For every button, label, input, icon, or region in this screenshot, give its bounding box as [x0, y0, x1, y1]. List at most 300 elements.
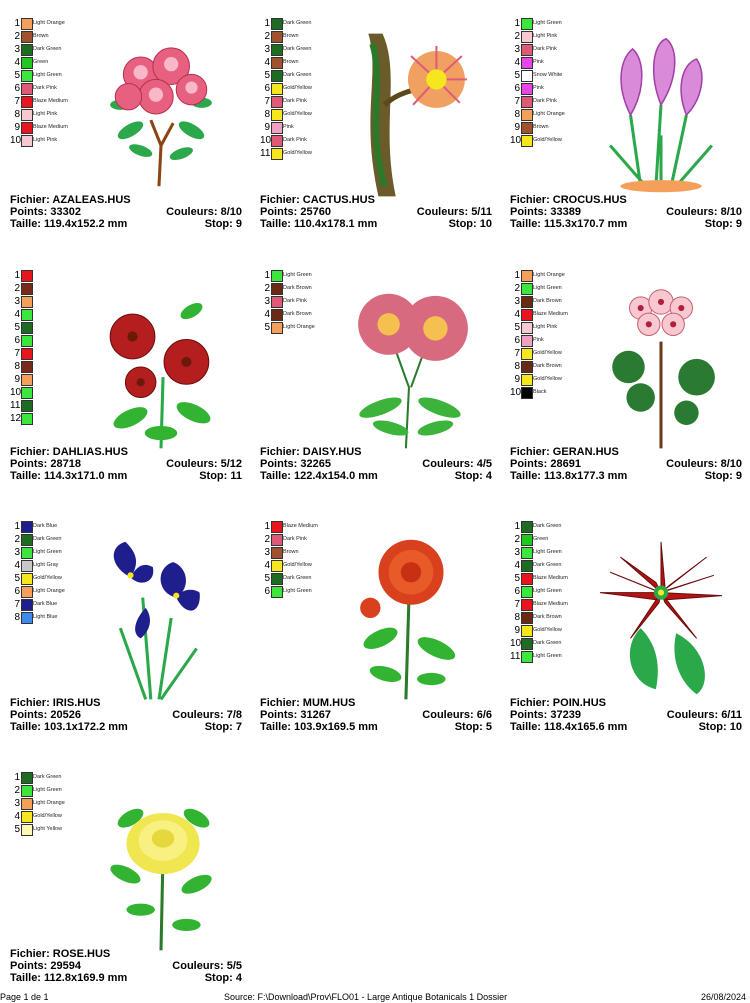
color-swatch-row	[10, 798, 110, 811]
points-label: Points:	[260, 206, 298, 218]
color-swatch-row	[10, 612, 110, 625]
color-swatch	[521, 638, 533, 650]
color-name: Brown	[33, 33, 49, 39]
color-swatch-row	[10, 586, 110, 599]
color-index: 6	[264, 586, 270, 597]
points-value: 29594	[50, 960, 81, 972]
colors-value: 5/5	[226, 960, 242, 972]
color-index: 10	[10, 387, 22, 398]
color-index: 9	[264, 122, 270, 133]
color-index: 5	[264, 573, 270, 584]
color-swatch-row	[10, 824, 110, 837]
color-index: 2	[514, 534, 520, 545]
color-index: 3	[264, 296, 270, 307]
points-label: Points:	[10, 960, 48, 972]
colors-label: Couleurs:	[666, 709, 719, 721]
color-name: Dark Brown	[283, 285, 312, 291]
page-number: Page 1 de 1	[0, 992, 49, 1002]
color-swatch	[521, 560, 533, 572]
stop-value: 4	[235, 972, 242, 984]
color-name: Light Orange	[283, 324, 315, 330]
color-swatch	[521, 122, 533, 134]
file-name: MUM.HUS	[302, 697, 356, 709]
color-swatch-row	[260, 83, 360, 96]
color-swatch-row	[510, 560, 610, 573]
color-swatch-row	[10, 270, 110, 283]
color-name: Blaze Medium	[533, 575, 568, 581]
color-name: Blaze Medium	[533, 601, 568, 607]
color-name: Light Green	[283, 272, 312, 278]
stop-value: 4	[485, 470, 492, 482]
stop-value: 10	[729, 721, 742, 733]
color-swatch	[271, 109, 283, 121]
color-index: 1	[14, 772, 20, 783]
color-swatch	[21, 374, 33, 386]
color-swatch-row	[10, 296, 110, 309]
color-index: 2	[14, 785, 20, 796]
stop-value: 10	[479, 218, 492, 230]
stop-value: 7	[235, 721, 242, 733]
color-swatch	[21, 270, 33, 282]
color-name: Light Orange	[33, 800, 65, 806]
color-name: Pink	[283, 124, 294, 130]
color-index: 3	[514, 547, 520, 558]
color-index: 5	[514, 573, 520, 584]
color-swatch	[521, 135, 533, 147]
color-swatch-row	[510, 18, 610, 31]
color-swatch-row	[10, 57, 110, 70]
color-swatch-row	[10, 348, 110, 361]
points-label: Points:	[260, 458, 298, 470]
color-name: Light Green	[33, 787, 62, 793]
stop-label: Stop:	[454, 721, 483, 733]
design-info	[510, 697, 742, 733]
size-label: Taille:	[10, 218, 41, 230]
colors-label: Couleurs:	[422, 458, 474, 470]
color-name: Pink	[533, 337, 544, 343]
color-name: Dark Green	[533, 640, 562, 646]
color-swatch	[21, 70, 33, 82]
color-index: 2	[514, 283, 520, 294]
design-info	[260, 446, 492, 482]
color-swatch	[271, 148, 283, 160]
color-swatch	[21, 322, 33, 334]
color-swatch-row	[260, 18, 360, 31]
color-swatch-row	[260, 547, 360, 560]
color-swatch-row	[10, 811, 110, 824]
color-swatch	[21, 296, 33, 308]
color-swatch	[21, 534, 33, 546]
color-swatch	[271, 70, 283, 82]
color-name: Dark Pink	[33, 85, 57, 91]
design-info	[10, 948, 242, 984]
color-index: 8	[264, 109, 270, 120]
color-swatch-row	[510, 322, 610, 335]
points-value: 31267	[300, 709, 331, 721]
colors-value: 5/11	[471, 206, 492, 218]
color-name: Pink	[533, 85, 544, 91]
color-index: 5	[514, 70, 520, 81]
color-swatch	[521, 586, 533, 598]
color-name: Light Green	[33, 72, 62, 78]
color-swatch	[21, 109, 33, 121]
size-label: Taille:	[510, 470, 541, 482]
design-card	[10, 270, 242, 496]
size-value: 113.8x177.3 mm	[544, 470, 628, 482]
color-swatch	[271, 83, 283, 95]
color-index: 4	[514, 309, 520, 320]
points-label: Points:	[260, 709, 298, 721]
color-swatch-row	[260, 44, 360, 57]
file-label: Fichier:	[10, 194, 50, 206]
points-value: 28718	[50, 458, 81, 470]
geranium-embroidery-image	[600, 284, 722, 450]
color-name: Dark Brown	[283, 311, 312, 317]
color-index: 8	[14, 612, 20, 623]
color-swatch-row	[10, 96, 110, 109]
color-name: Brown	[283, 549, 299, 555]
file-label: Fichier:	[510, 194, 550, 206]
color-swatch-row	[10, 772, 110, 785]
color-index: 5	[264, 322, 270, 333]
color-swatch	[271, 296, 283, 308]
color-name: Green	[33, 59, 49, 65]
color-index: 1	[14, 18, 20, 29]
color-name: Gold/Yellow	[283, 150, 312, 156]
color-name: Gold/Yellow	[533, 350, 562, 356]
color-swatch	[21, 135, 33, 147]
color-index: 9	[514, 374, 520, 385]
size-label: Taille:	[260, 218, 291, 230]
color-index: 4	[14, 811, 20, 822]
color-swatch-row	[260, 586, 360, 599]
color-swatch	[521, 96, 533, 108]
color-swatch	[21, 44, 33, 56]
color-swatch	[271, 283, 283, 295]
color-swatch-row	[510, 625, 610, 638]
color-index: 5	[14, 824, 20, 835]
points-value: 33389	[550, 206, 581, 218]
color-name: Dark Pink	[283, 137, 307, 143]
color-index: 4	[14, 560, 20, 571]
stop-value: 11	[230, 470, 242, 482]
colors-label: Couleurs:	[416, 206, 469, 218]
color-name: Light Orange	[33, 588, 65, 594]
color-swatch-row	[510, 296, 610, 309]
color-index: 3	[14, 44, 20, 55]
color-swatch-row	[510, 70, 610, 83]
color-name: Blaze Medium	[533, 311, 568, 317]
color-swatch	[271, 122, 283, 134]
color-index: 7	[514, 96, 520, 107]
color-swatch-row	[10, 83, 110, 96]
color-name: Light Yellow	[33, 826, 63, 832]
stop-label: Stop:	[204, 972, 233, 984]
color-swatch-row	[10, 547, 110, 560]
color-name: Brown	[283, 33, 299, 39]
color-swatch	[271, 322, 283, 334]
color-index: 2	[14, 283, 20, 294]
color-index: 9	[514, 625, 520, 636]
color-name: Dark Brown	[533, 614, 562, 620]
colors-label: Couleurs:	[422, 709, 474, 721]
color-index: 9	[14, 122, 20, 133]
color-swatch	[21, 122, 33, 134]
color-index: 7	[514, 348, 520, 359]
design-info	[510, 446, 742, 482]
color-swatch-row	[510, 83, 610, 96]
colors-value: 5/12	[220, 458, 242, 470]
color-name: Dark Green	[533, 562, 562, 568]
file-label: Fichier:	[10, 446, 50, 458]
color-index: 6	[514, 586, 520, 597]
stop-value: 9	[735, 218, 742, 230]
stop-label: Stop:	[199, 470, 228, 482]
points-value: 33302	[50, 206, 81, 218]
design-card	[10, 18, 242, 244]
color-swatch-row	[10, 322, 110, 335]
file-label: Fichier:	[260, 697, 300, 709]
color-swatch-row	[260, 296, 360, 309]
design-card	[260, 18, 492, 244]
color-swatch	[21, 521, 33, 533]
points-label: Points:	[510, 709, 548, 721]
color-swatch	[521, 335, 533, 347]
color-index: 6	[514, 335, 520, 346]
colors-label: Couleurs:	[166, 458, 218, 470]
colors-value: 6/11	[721, 709, 742, 721]
color-swatch-row	[260, 31, 360, 44]
color-swatch	[521, 651, 533, 663]
color-swatch	[521, 374, 533, 386]
color-swatch-row	[510, 374, 610, 387]
color-swatch	[521, 612, 533, 624]
color-index: 8	[514, 109, 520, 120]
color-name: Dark Green	[33, 536, 62, 542]
colors-value: 8/10	[720, 206, 742, 218]
design-info	[10, 194, 242, 230]
color-name: Gold/Yellow	[283, 111, 312, 117]
color-name: Gold/Yellow	[33, 813, 62, 819]
color-name: Pink	[533, 59, 544, 65]
color-name: Light Pink	[33, 137, 58, 143]
color-name: Dark Brown	[533, 363, 562, 369]
color-swatch	[271, 534, 283, 546]
color-swatch-row	[10, 534, 110, 547]
color-swatch	[21, 824, 33, 836]
color-name: Dark Green	[533, 523, 562, 529]
color-swatch-row	[10, 361, 110, 374]
color-swatch-row	[260, 70, 360, 83]
color-index: 10	[510, 638, 522, 649]
color-index: 1	[264, 521, 270, 532]
file-label: Fichier:	[10, 948, 50, 960]
points-value: 20526	[50, 709, 81, 721]
color-name: Light Blue	[33, 614, 58, 620]
color-index: 3	[14, 798, 20, 809]
color-swatch-row	[10, 135, 110, 148]
color-index: 10	[510, 135, 522, 146]
color-index: 8	[514, 361, 520, 372]
file-name: IRIS.HUS	[52, 697, 101, 709]
color-index: 4	[264, 560, 270, 571]
color-swatch	[271, 573, 283, 585]
color-swatch	[521, 573, 533, 585]
color-swatch-row	[260, 270, 360, 283]
color-swatch	[21, 547, 33, 559]
color-index: 6	[514, 83, 520, 94]
color-swatch	[21, 772, 33, 784]
color-swatch-row	[260, 322, 360, 335]
mum-embroidery-image	[350, 535, 472, 701]
design-card	[260, 270, 492, 496]
color-swatch-row	[510, 361, 610, 374]
color-swatch	[521, 270, 533, 282]
color-swatch-row	[510, 534, 610, 547]
points-label: Points:	[10, 709, 48, 721]
crocus-embroidery-image	[600, 32, 722, 198]
color-index: 2	[264, 31, 270, 42]
color-swatch	[271, 521, 283, 533]
color-swatch	[271, 560, 283, 572]
design-card	[510, 270, 742, 496]
color-swatch	[271, 309, 283, 321]
color-swatch-row	[260, 560, 360, 573]
color-swatch-row	[10, 387, 110, 400]
color-index: 9	[14, 374, 20, 385]
color-swatch	[21, 283, 33, 295]
color-index: 4	[514, 560, 520, 571]
color-index: 2	[264, 534, 270, 545]
color-index: 5	[264, 70, 270, 81]
color-index: 1	[264, 18, 270, 29]
color-name: Light Gray	[33, 562, 59, 568]
color-swatch-row	[510, 335, 610, 348]
color-name: Light Green	[533, 653, 562, 659]
color-index: 2	[264, 283, 270, 294]
color-swatch-row	[10, 335, 110, 348]
color-index: 3	[264, 44, 270, 55]
color-swatch	[21, 586, 33, 598]
stop-label: Stop:	[204, 721, 233, 733]
color-swatch	[21, 811, 33, 823]
color-swatch	[521, 348, 533, 360]
stop-value: 9	[235, 218, 242, 230]
points-value: 32265	[300, 458, 331, 470]
color-index: 1	[514, 270, 520, 281]
color-index: 9	[514, 122, 520, 133]
color-swatch-row	[510, 270, 610, 283]
color-swatch-row	[260, 148, 360, 161]
color-index: 7	[514, 599, 520, 610]
color-index: 10	[510, 387, 522, 398]
color-index: 6	[264, 83, 270, 94]
color-swatch-row	[510, 387, 610, 400]
colors-label: Couleurs:	[666, 206, 718, 218]
file-name: CACTUS.HUS	[302, 194, 375, 206]
file-label: Fichier:	[10, 697, 50, 709]
color-swatch-row	[10, 31, 110, 44]
color-swatch-row	[10, 599, 110, 612]
color-swatch-row	[510, 135, 610, 148]
color-index: 5	[14, 573, 20, 584]
size-value: 115.3x170.7 mm	[544, 218, 628, 230]
color-swatch	[521, 18, 533, 30]
color-swatch	[21, 348, 33, 360]
color-index: 7	[14, 599, 20, 610]
color-name: Light Pink	[533, 324, 558, 330]
color-index: 3	[514, 44, 520, 55]
color-index: 3	[514, 296, 520, 307]
color-index: 6	[14, 335, 20, 346]
size-value: 103.1x172.2 mm	[44, 721, 128, 733]
color-name: Dark Pink	[533, 98, 557, 104]
color-swatch	[21, 599, 33, 611]
color-index: 3	[14, 296, 20, 307]
file-label: Fichier:	[260, 446, 300, 458]
file-name: DAHLIAS.HUS	[52, 446, 128, 458]
color-index: 2	[14, 31, 20, 42]
color-swatch-row	[510, 586, 610, 599]
color-name: Dark Green	[33, 46, 62, 52]
color-swatch-row	[10, 309, 110, 322]
color-index: 10	[260, 135, 272, 146]
file-label: Fichier:	[510, 697, 550, 709]
color-swatch-row	[510, 283, 610, 296]
color-name: Gold/Yellow	[533, 627, 562, 633]
color-index: 11	[260, 148, 271, 159]
color-name: Green	[533, 536, 549, 542]
color-index: 6	[14, 83, 20, 94]
file-name: DAISY.HUS	[302, 446, 362, 458]
color-name: Light Green	[283, 588, 312, 594]
color-swatch	[521, 83, 533, 95]
design-info	[260, 697, 492, 733]
color-swatch	[21, 560, 33, 572]
stop-label: Stop:	[454, 470, 483, 482]
color-index: 3	[264, 547, 270, 558]
color-swatch-row	[510, 122, 610, 135]
rose-embroidery-image	[100, 786, 222, 952]
color-swatch-row	[510, 599, 610, 612]
color-swatch	[521, 309, 533, 321]
design-info	[10, 446, 242, 482]
color-swatch	[21, 798, 33, 810]
color-name: Blaze Medium	[33, 98, 68, 104]
color-swatch	[521, 534, 533, 546]
color-swatch-row	[260, 135, 360, 148]
color-name: Gold/Yellow	[283, 85, 312, 91]
size-label: Taille:	[10, 721, 41, 733]
color-swatch	[521, 322, 533, 334]
color-swatch-row	[510, 309, 610, 322]
color-swatch	[21, 400, 33, 412]
color-swatch	[21, 612, 33, 624]
color-index: 8	[514, 612, 520, 623]
color-name: Brown	[533, 124, 549, 130]
stop-label: Stop:	[448, 218, 477, 230]
color-swatch-row	[10, 109, 110, 122]
file-label: Fichier:	[510, 446, 550, 458]
color-swatch-row	[260, 96, 360, 109]
design-info	[510, 194, 742, 230]
colors-value: 8/10	[720, 458, 742, 470]
color-name: Dark Pink	[283, 298, 307, 304]
color-swatch-row	[260, 57, 360, 70]
color-swatch	[521, 361, 533, 373]
size-label: Taille:	[510, 721, 541, 733]
color-swatch	[521, 599, 533, 611]
